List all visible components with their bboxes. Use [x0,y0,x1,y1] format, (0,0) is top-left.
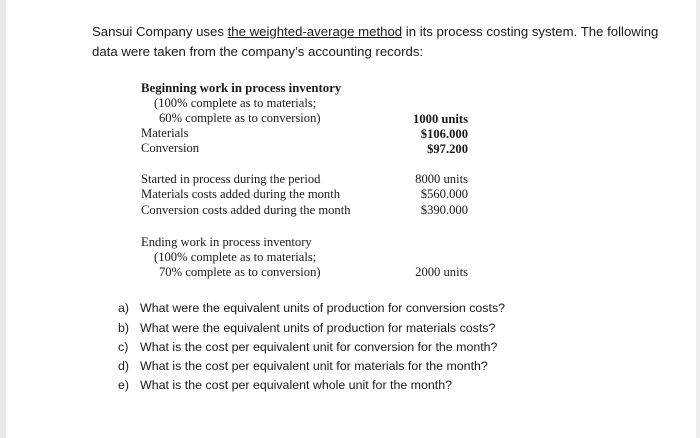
beginning-materials-label: Materials [141,126,189,140]
left-edge-shadow [0,0,6,438]
materials-added-value: $560.000 [420,187,468,201]
conversion-added-value: $390.000 [420,203,468,217]
started-value: 8000 units [415,172,468,186]
ending-conversion-completion: 70% complete as to conversion) [159,265,321,279]
question-item [118,359,488,373]
question-text: What is the cost per equivalent unit for materials for the month? [140,359,488,373]
started-label: Started in process during the period [141,172,321,186]
right-edge-shadow [696,0,700,438]
beginning-title: Beginning work in process inventory [141,81,342,95]
beginning-conversion-completion: 60% complete as to conversion) [159,111,321,125]
beginning-materials-value: $106.000 [420,127,468,141]
question-text: What were the equivalent units of production for materials costs? [140,321,496,335]
beginning-conversion-label: Conversion [141,141,200,155]
intro-text-end: in its process costing system. The following data were taken from the company’s accounting records: [92,24,659,59]
question-item [118,340,497,354]
question-letter: b) [118,321,130,335]
question-item [118,321,495,335]
question-letter: e) [118,378,130,392]
intro-method: the weighted-average method [227,24,403,39]
intro-text-start: Sansui Company uses [92,24,228,39]
ending-materials-completion: (100% complete as to materials; [154,250,317,264]
conversion-added-label: Conversion costs added during the month [141,203,351,217]
question-text: What is the cost per equivalent unit for conversion for the month? [140,340,498,354]
question-item [118,301,505,315]
ending-units: 2000 units [415,265,468,279]
question-letter: a) [118,301,130,315]
beginning-conversion-value: $97.200 [427,142,468,156]
beginning-materials-completion: (100% complete as to materials; [154,96,317,110]
question-text: What is the cost per equivalent whole unit for the month? [140,378,453,392]
question-letter: c) [118,340,129,354]
beginning-units: 1000 units [413,112,468,126]
question-text: What were the equivalent units of production for conversion costs? [140,301,506,315]
question-letter: d) [118,359,130,373]
question-item [118,378,452,392]
materials-added-label: Materials costs added during the month [141,187,341,201]
ending-title: Ending work in process inventory [141,235,312,249]
intro-paragraph [92,22,672,62]
